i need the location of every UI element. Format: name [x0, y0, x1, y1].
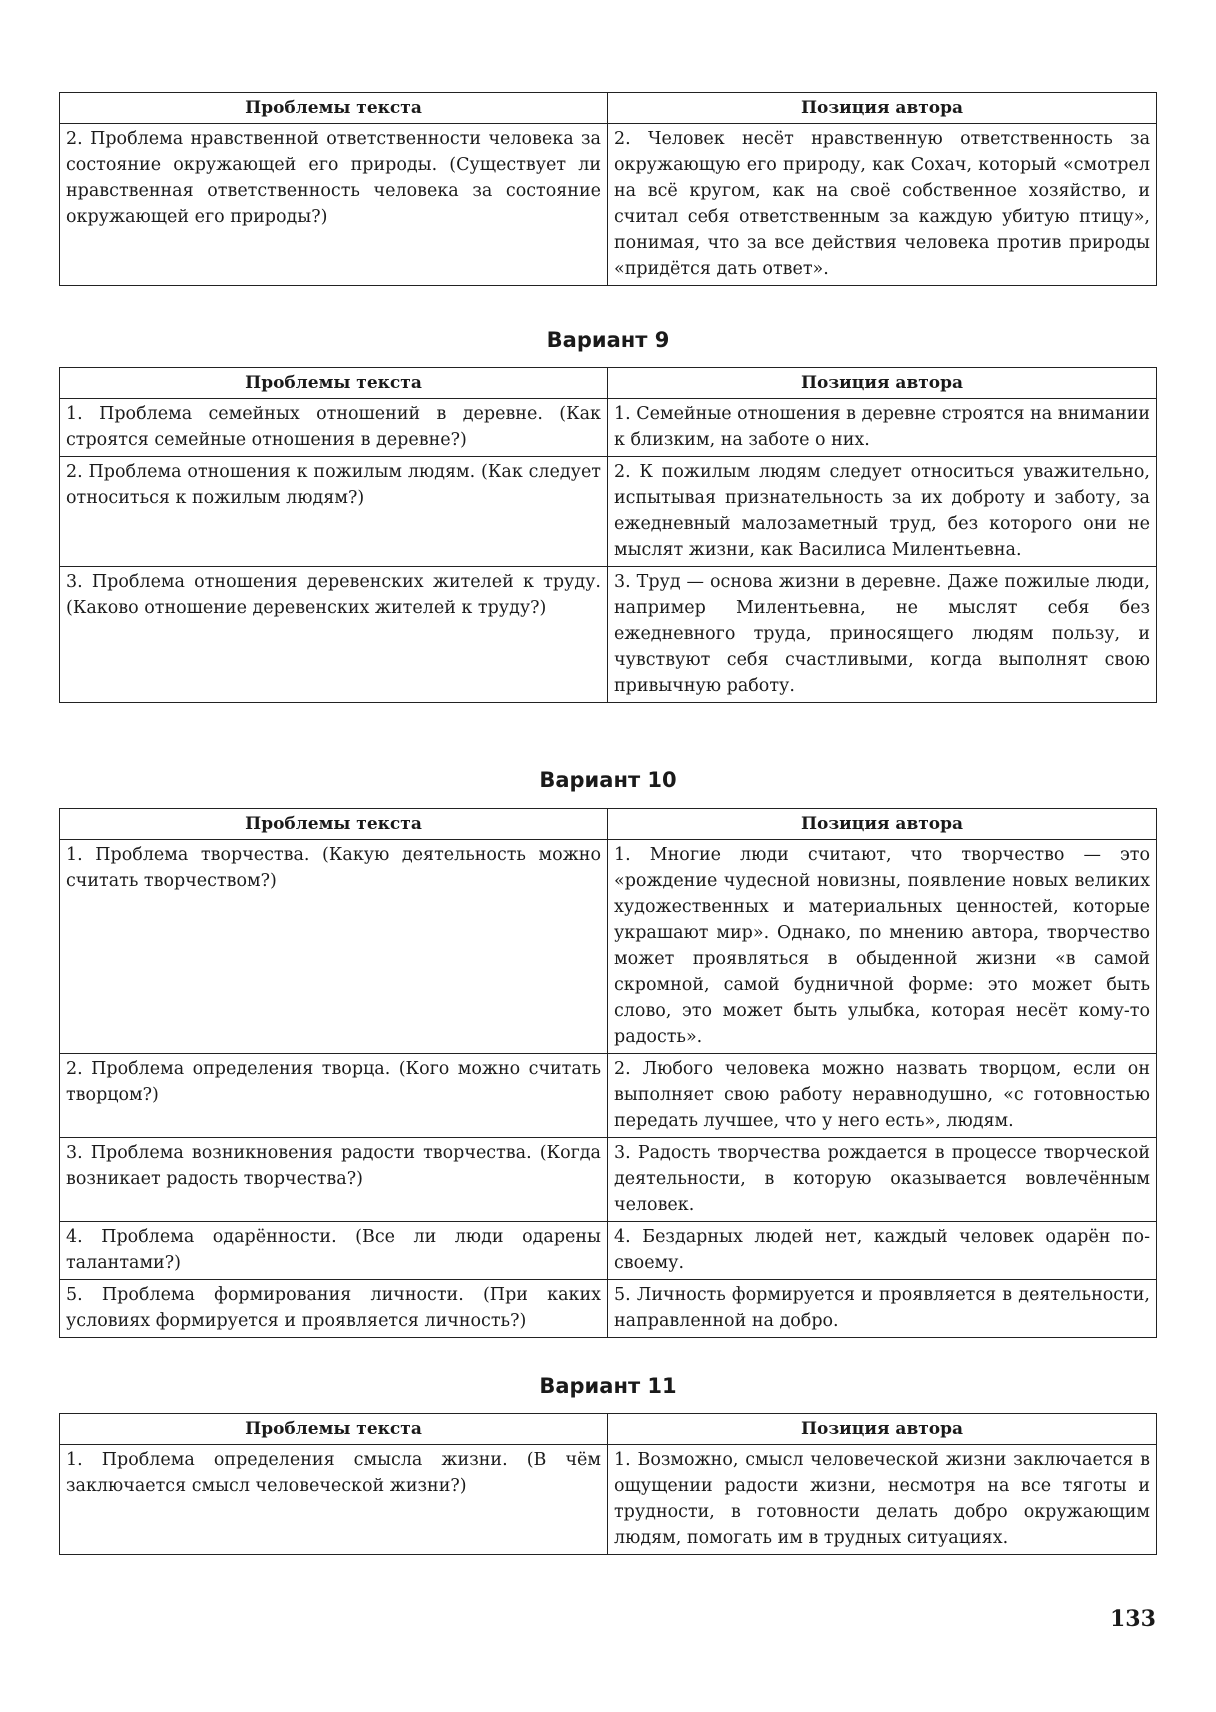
position-cell: 4. Бездарных людей нет, каждый человек одарён по-своему.	[608, 1222, 1157, 1280]
table-row	[60, 1445, 1157, 1555]
table-row	[60, 1280, 1157, 1338]
table-row	[60, 124, 1157, 286]
table-row	[60, 1138, 1157, 1222]
problem-cell: 3. Проблема возникновения радости творчества. (Когда возникает радость творчества?)	[60, 1138, 608, 1222]
position-cell: 3. Радость творчества рождается в процессе творческой деятельности, в которую оказывается вовлечённым человек.	[608, 1138, 1157, 1222]
problem-cell: 1. Проблема семейных отношений в деревне. (Как строятся семейные отношения в деревне?)	[60, 399, 608, 457]
table-row	[60, 399, 1157, 457]
header-problems: Проблемы текста	[60, 93, 608, 124]
table-row	[60, 840, 1157, 1054]
table-row	[60, 567, 1157, 703]
position-cell: 5. Личность формируется и проявляется в деятельности, направленной на добро.	[608, 1280, 1157, 1338]
header-position: Позиция автора	[608, 809, 1157, 840]
table-row	[60, 457, 1157, 567]
table-continued	[59, 92, 1157, 286]
problem-cell: 1. Проблема определения смысла жизни. (В чём заключается смысл человеческой жизни?)	[60, 1445, 608, 1555]
problem-cell: 3. Проблема отношения деревенских жителей к труду. (Каково отношение деревенских жителей к труду?)	[60, 567, 608, 703]
variant-11-table	[59, 1413, 1157, 1555]
variant-10-heading: Вариант 10	[539, 768, 677, 792]
header-position: Позиция автора	[608, 1414, 1157, 1445]
problem-cell: 2. Проблема нравственной ответственности человека за состояние окружающей его природы. (Существует ли нравственная ответственность человека за состояние окружающей его природы?)	[60, 124, 608, 286]
variant-9-heading: Вариант 9	[546, 328, 670, 352]
variant-10-table	[59, 808, 1157, 1338]
position-cell: 1. Многие люди считают, что творчество — это «рождение чудесной новизны, появление новых великих художественных и материальных ценностей, которые украшают мир». Однако, по мнению автора, творчество может проявляться в обыденной жизни «в самой скромной, самой будничной форме: это может быть слово, это может быть улыбка, которая несёт кому-то радость».	[608, 840, 1157, 1054]
table-row	[60, 1054, 1157, 1138]
position-cell: 2. К пожилым людям следует относиться уважительно, испытывая признательность за их доброту и заботу, за ежедневный малозаметный труд, без которого они не мыслят жизни, как Василиса Милентьевна.	[608, 457, 1157, 567]
position-cell: 3. Труд — основа жизни в деревне. Даже пожилые люди, например Милентьевна, не мыслят себя без ежедневного труда, приносящего людям пользу, и чувствуют себя счастливыми, когда выполнят свою привычную работу.	[608, 567, 1157, 703]
problem-cell: 1. Проблема творчества. (Какую деятельность можно считать творчеством?)	[60, 840, 608, 1054]
problem-cell: 5. Проблема формирования личности. (При каких условиях формируется и проявляется личность?)	[60, 1280, 608, 1338]
table-row	[60, 1222, 1157, 1280]
header-position: Позиция автора	[608, 93, 1157, 124]
problem-cell: 4. Проблема одарённости. (Все ли люди одарены талантами?)	[60, 1222, 608, 1280]
position-cell: 1. Семейные отношения в деревне строятся на внимании к близким, на заботе о них.	[608, 399, 1157, 457]
variant-9-table	[59, 367, 1157, 703]
position-cell: 2. Человек несёт нравственную ответственность за окружающую его природу, как Сохач, который «смотрел на всё кругом, как на своё собственное хозяйство, и считал себя ответственным за каждую убитую птицу», понимая, что за все действия человека против природы «придётся дать ответ».	[608, 124, 1157, 286]
position-cell: 1. Возможно, смысл человеческой жизни заключается в ощущении радости жизни, несмотря на все тяготы и трудности, в готовности делать добро окружающим людям, помогать им в трудных ситуациях.	[608, 1445, 1157, 1555]
header-position: Позиция автора	[608, 368, 1157, 399]
header-problems: Проблемы текста	[60, 809, 608, 840]
header-problems: Проблемы текста	[60, 368, 608, 399]
position-cell: 2. Любого человека можно назвать творцом, если он выполняет свою работу неравнодушно, «с готовностью передать лучшее, что у него есть», людям.	[608, 1054, 1157, 1138]
variant-11-heading: Вариант 11	[539, 1374, 677, 1398]
problem-cell: 2. Проблема определения творца. (Кого можно считать творцом?)	[60, 1054, 608, 1138]
page-number: 133	[1110, 1606, 1156, 1632]
header-problems: Проблемы текста	[60, 1414, 608, 1445]
problem-cell: 2. Проблема отношения к пожилым людям. (Как следует относиться к пожилым людям?)	[60, 457, 608, 567]
